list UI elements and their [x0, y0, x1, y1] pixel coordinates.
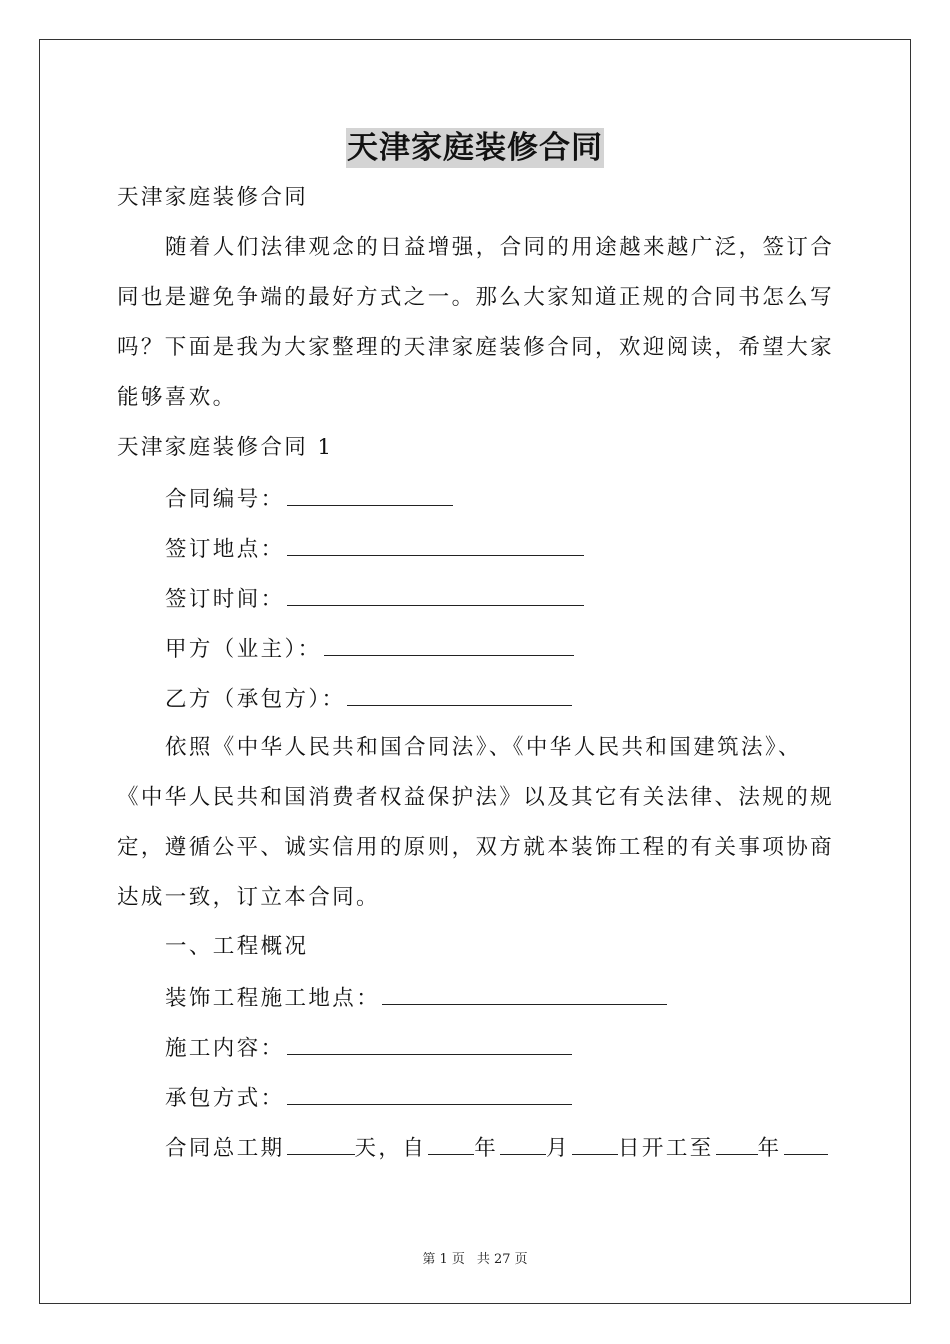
- content-field: [165, 1032, 572, 1064]
- site-label: 装饰工程施工地点：: [165, 986, 381, 1011]
- basis-line-2: 《中华人民共和国消费者权益保护法》以及其它有关法律、法规的规: [117, 785, 835, 810]
- intro-line-3: 吗？下面是我为大家整理的天津家庭装修合同，欢迎阅读，希望大家: [117, 335, 835, 360]
- basis-line-4: 达成一致，订立本合同。: [117, 885, 380, 910]
- intro-line-4: 能够喜欢。: [117, 385, 237, 410]
- title-container: [0, 128, 950, 168]
- end-year-label: 年: [757, 1136, 782, 1161]
- party-b-label: 乙方（承包方）：: [165, 687, 346, 712]
- sign-time-field: [165, 583, 584, 615]
- end-month-blank: [784, 1132, 828, 1155]
- party-b-blank: [347, 683, 572, 706]
- end-year-blank: [716, 1132, 758, 1155]
- period-days-blank: [287, 1132, 355, 1155]
- section-title: 天津家庭装修合同 1: [117, 435, 334, 460]
- sign-time-label: 签订时间：: [165, 587, 285, 612]
- start-year-blank: [428, 1132, 474, 1155]
- party-a-label: 甲方（业主）：: [165, 637, 322, 662]
- page-border: [39, 39, 911, 1304]
- content-blank: [287, 1032, 572, 1055]
- site-field: [165, 982, 667, 1014]
- sign-place-field: [165, 533, 584, 565]
- contract-number-blank: [287, 483, 453, 506]
- sign-time-blank: [287, 583, 584, 606]
- party-a-field: [165, 633, 574, 665]
- mode-label: 承包方式：: [165, 1086, 285, 1111]
- document-subtitle: 天津家庭装修合同: [117, 185, 309, 210]
- contract-number-label: 合同编号：: [165, 487, 285, 512]
- page-footer: [0, 1248, 950, 1267]
- mode-field: [165, 1082, 572, 1114]
- page-total: 共 27 页: [476, 1252, 528, 1267]
- document-title: 天津家庭装修合同: [347, 130, 603, 166]
- start-month-blank: [500, 1132, 546, 1155]
- contract-number-field: [165, 483, 453, 515]
- basis-line-3: 定，遵循公平、诚实信用的原则，双方就本装饰工程的有关事项协商: [117, 835, 835, 860]
- party-b-field: [165, 683, 572, 715]
- start-day-blank: [572, 1132, 618, 1155]
- content-label: 施工内容：: [165, 1036, 285, 1061]
- start-to-label: 日开工至: [618, 1136, 714, 1161]
- mode-blank: [287, 1082, 572, 1105]
- party-a-blank: [324, 633, 574, 656]
- period-line: [165, 1132, 828, 1164]
- year-label: 年: [474, 1136, 499, 1161]
- site-blank: [382, 982, 667, 1005]
- overview-heading: 一、工程概况: [165, 934, 309, 959]
- basis-line-1: 依照《中华人民共和国合同法》、《中华人民共和国建筑法》、: [165, 735, 802, 760]
- intro-line-1: 随着人们法律观念的日益增强，合同的用途越来越广泛，签订合: [165, 235, 835, 260]
- page-number: 第 1 页: [422, 1252, 465, 1267]
- month-label: 月: [546, 1136, 571, 1161]
- period-from-label: 天，自: [354, 1136, 427, 1161]
- intro-line-2: 同也是避免争端的最好方式之一。那么大家知道正规的合同书怎么写: [117, 285, 835, 310]
- sign-place-label: 签订地点：: [165, 537, 285, 562]
- sign-place-blank: [287, 533, 584, 556]
- period-label: 合同总工期: [165, 1136, 285, 1161]
